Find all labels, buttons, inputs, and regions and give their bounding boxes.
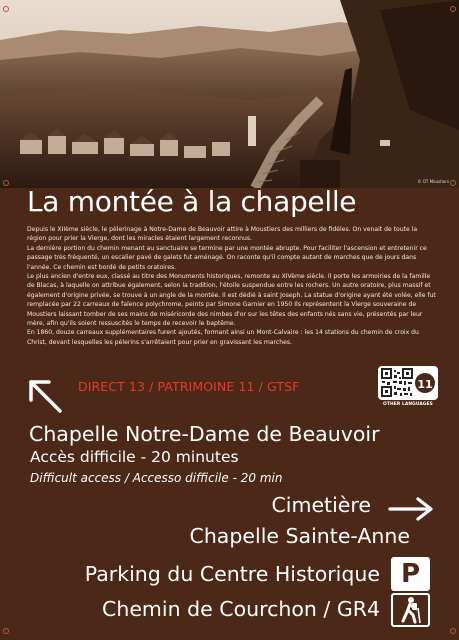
arrow-up-left-icon [27,378,63,414]
screw-hole [450,180,456,186]
paragraph: La dernière portion du chemin menant au sanctuaire se termine par une montée abrupte. Pour faciliter l'ascension et entretenir ce passage très fréquenté, un escalier pavé de galets fut aménagé. On raconte qu'il compte autant de marches que de jours dans l'année. Ce chemin est bordé de petits oratoires. [27,244,427,271]
hiker-figure [393,595,428,625]
history-text [27,225,437,347]
trail-codes: DIRECT 13 / PATRIMOINE 11 / GTSF [78,379,300,394]
screw-hole [3,628,9,634]
screw-hole [450,628,456,634]
screw-hole [3,6,9,12]
direction-sainte-anne: Chapelle Sainte-Anne [189,524,410,548]
qr-code-icon [381,368,415,398]
qr-code-block[interactable] [378,366,438,410]
destination-name: Chapelle Notre-Dame de Beauvoir [29,422,380,446]
direction-parking: Parking du Centre Historique [84,562,380,586]
parking-icon: P [391,557,430,591]
village-photo-illustration [0,0,459,188]
screw-hole [3,180,9,186]
qr-number: 11 [417,378,433,391]
qr-label: OTHER LANGUAGES [383,402,433,407]
qr-code[interactable] [378,366,438,400]
direction-courchon: Chemin de Courchon / GR4 [102,597,380,621]
arrow-right-icon [388,497,434,521]
paragraph: Le plus ancien d'entre eux, classé au titre des Monuments historiques, remonte au XIVème siècle. Il porte les armoiries de la famille de Blacas, à laquelle on attribue également, selon la tradition, l'étoile suspendue entre les rochers. Un autre oratoire, plus massif et également d'origine privée, se trouve à un angle de la montée. Il est dédié à saint Joseph. La statue d'origine ayant été volée, elle fut remplacée par 22 carreaux de faïence polychrome, peints par Simone Garnier en 1950 Ils représentent la Vierge souveraine de Moustiers laissant tomber de ses mains de miséricorde des nimbes d'or sur les têtes des enfants nés sans vie, présentés par leur mère, afin qu'ils soient ressuscités le temps de recevoir le baptême. [27,273,436,328]
access-french: Accès difficile - 20 minutes [30,448,239,466]
hiker-icon [391,593,430,627]
sepia-photo [0,0,459,188]
sign-title: La montée à la chapelle [27,185,357,218]
photo-credit: © OT Moustiers [417,179,449,184]
screw-hole [450,6,456,12]
access-translations: Difficult access / Accesso difficile - 20 min [30,471,283,485]
paragraph: Depuis le XIIème siècle, le pèlerinage à Notre-Dame de Beauvoir attire à Moustiers des milliers de fidèles. On venait de toute la région pour prier la Vierge, dont les miracles étaient largement reconnus. [27,226,418,243]
direction-cemetery: Cimetière [271,493,371,517]
paragraph: En 1860, douze carreaux supplémentaires furent ajoutés, formant ainsi un Mont-Calvaire : les 14 stations du chemin de croix du Christ, devant lesquelles les pèlerins s'arrêtaient pour prier en gravissant les marches. [27,329,419,346]
language-number [414,369,436,397]
